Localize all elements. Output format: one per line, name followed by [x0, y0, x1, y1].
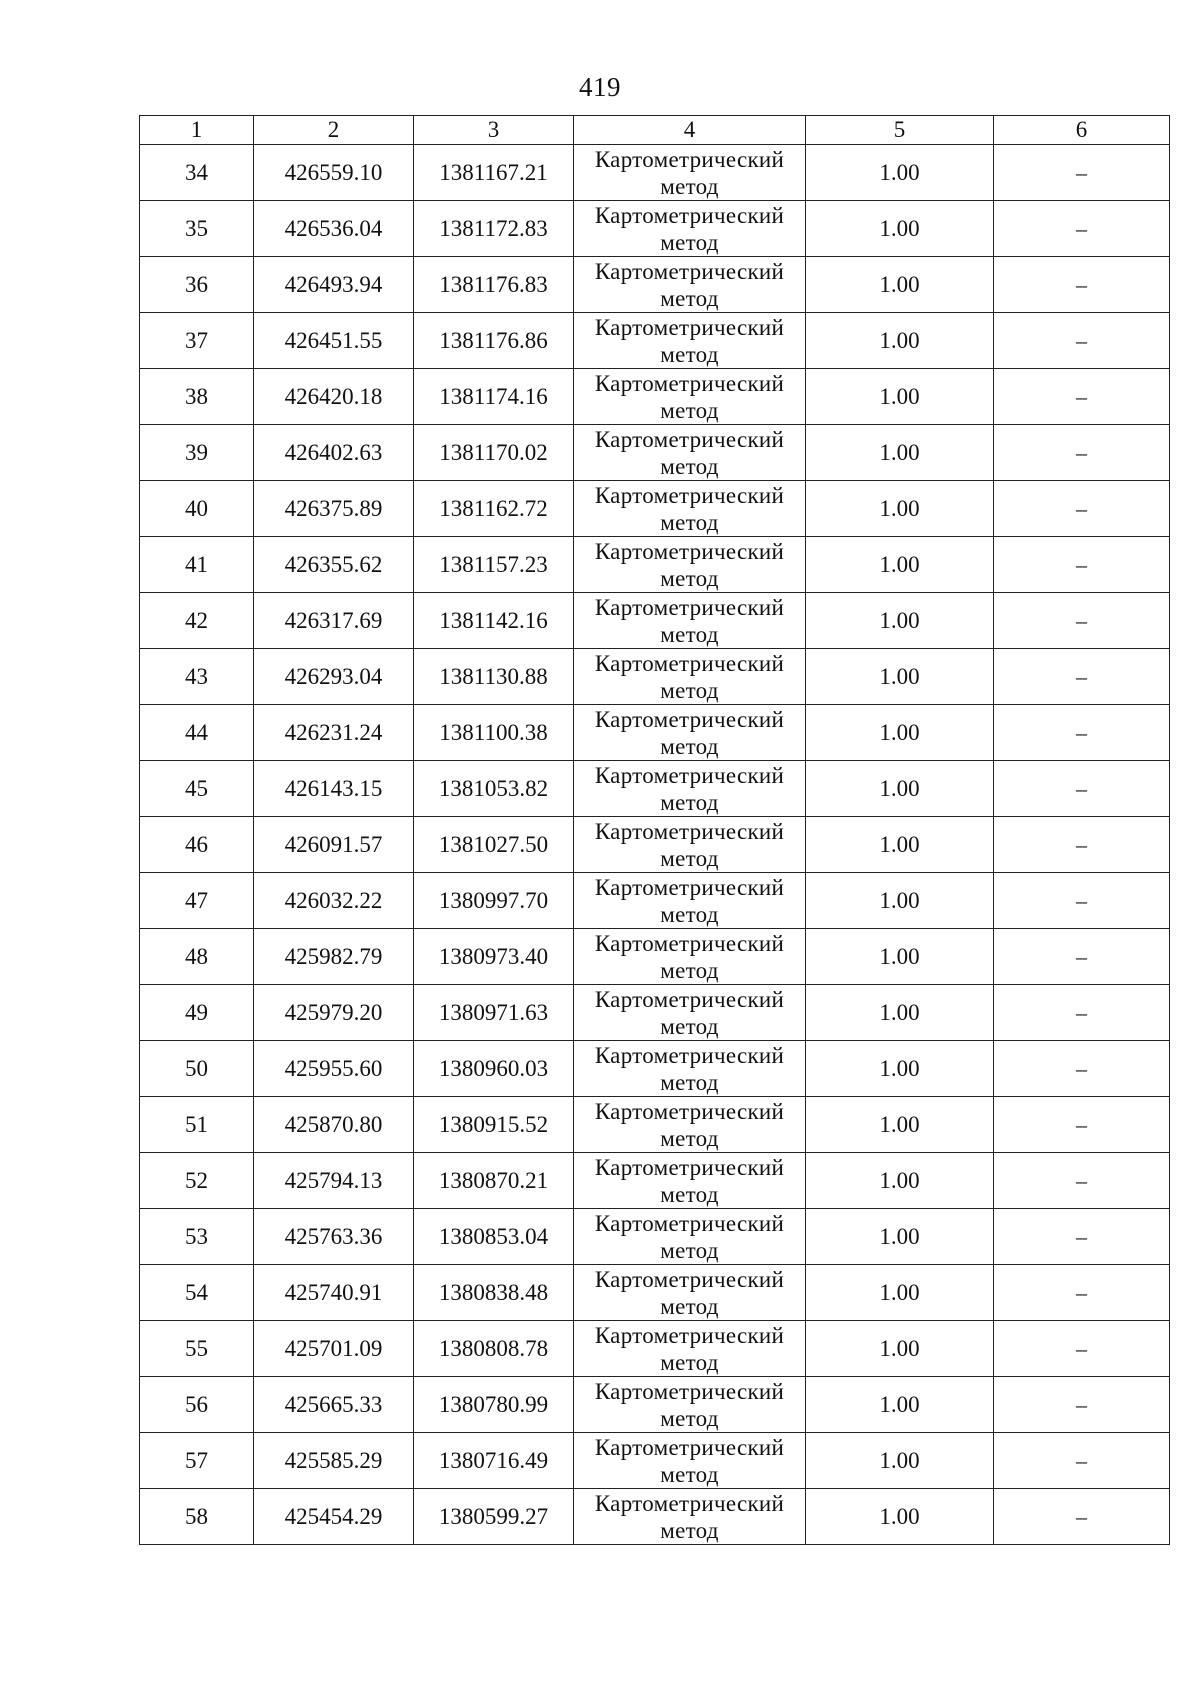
accuracy-cell: 1.00	[806, 1041, 994, 1097]
method-line-2: метод	[660, 1517, 719, 1543]
header-row	[140, 116, 1170, 145]
method-cell	[574, 705, 806, 761]
y-coordinate-cell: 1380716.49	[414, 1433, 574, 1489]
method-cell	[574, 649, 806, 705]
point-number-cell: 56	[140, 1377, 254, 1433]
y-coordinate-cell: 1381162.72	[414, 481, 574, 537]
y-coordinate-cell: 1380780.99	[414, 1377, 574, 1433]
accuracy-cell: 1.00	[806, 1433, 994, 1489]
method-line-1: Картометрический	[594, 314, 785, 340]
method-cell	[574, 369, 806, 425]
accuracy-cell: 1.00	[806, 761, 994, 817]
note-cell: –	[994, 1489, 1170, 1545]
column-header-2: 2	[254, 116, 414, 145]
method-cell	[574, 1153, 806, 1209]
x-coordinate-cell: 426451.55	[254, 313, 414, 369]
accuracy-cell: 1.00	[806, 1489, 994, 1545]
x-coordinate-cell: 426420.18	[254, 369, 414, 425]
method-cell	[574, 1377, 806, 1433]
table-row	[140, 817, 1170, 873]
x-coordinate-cell: 425740.91	[254, 1265, 414, 1321]
method-cell	[574, 593, 806, 649]
method-line-2: метод	[660, 453, 719, 479]
x-coordinate-cell: 426355.62	[254, 537, 414, 593]
y-coordinate-cell: 1381142.16	[414, 593, 574, 649]
note-cell: –	[994, 313, 1170, 369]
point-number-cell: 41	[140, 537, 254, 593]
note-cell: –	[994, 481, 1170, 537]
method-line-1: Картометрический	[594, 930, 785, 956]
table-row	[140, 1265, 1170, 1321]
note-cell: –	[994, 649, 1170, 705]
y-coordinate-cell: 1381176.83	[414, 257, 574, 313]
point-number-cell: 50	[140, 1041, 254, 1097]
table-header	[140, 116, 1170, 145]
method-cell	[574, 761, 806, 817]
y-coordinate-cell: 1380997.70	[414, 873, 574, 929]
point-number-cell: 57	[140, 1433, 254, 1489]
method-line-2: метод	[660, 845, 719, 871]
point-number-cell: 49	[140, 985, 254, 1041]
note-cell: –	[994, 1321, 1170, 1377]
note-cell: –	[994, 817, 1170, 873]
method-line-1: Картометрический	[594, 1434, 785, 1460]
accuracy-cell: 1.00	[806, 1265, 994, 1321]
table-row	[140, 649, 1170, 705]
method-line-2: метод	[660, 1349, 719, 1375]
point-number-cell: 44	[140, 705, 254, 761]
method-line-2: метод	[660, 565, 719, 591]
method-line-1: Картометрический	[594, 650, 785, 676]
x-coordinate-cell: 425794.13	[254, 1153, 414, 1209]
method-cell	[574, 1097, 806, 1153]
y-coordinate-cell: 1381157.23	[414, 537, 574, 593]
method-line-2: метод	[660, 285, 719, 311]
x-coordinate-cell: 425979.20	[254, 985, 414, 1041]
accuracy-cell: 1.00	[806, 1377, 994, 1433]
y-coordinate-cell: 1381167.21	[414, 145, 574, 201]
table-row	[140, 537, 1170, 593]
accuracy-cell: 1.00	[806, 1153, 994, 1209]
point-number-cell: 39	[140, 425, 254, 481]
accuracy-cell: 1.00	[806, 145, 994, 201]
method-cell	[574, 817, 806, 873]
method-cell	[574, 481, 806, 537]
method-line-2: метод	[660, 733, 719, 759]
x-coordinate-cell: 425454.29	[254, 1489, 414, 1545]
x-coordinate-cell: 426493.94	[254, 257, 414, 313]
method-cell	[574, 1489, 806, 1545]
method-line-1: Картометрический	[594, 1210, 785, 1236]
y-coordinate-cell: 1380973.40	[414, 929, 574, 985]
x-coordinate-cell: 425665.33	[254, 1377, 414, 1433]
method-line-1: Картометрический	[594, 1322, 785, 1348]
point-number-cell: 54	[140, 1265, 254, 1321]
y-coordinate-cell: 1380960.03	[414, 1041, 574, 1097]
method-cell	[574, 145, 806, 201]
x-coordinate-cell: 426559.10	[254, 145, 414, 201]
method-line-1: Картометрический	[594, 594, 785, 620]
point-number-cell: 40	[140, 481, 254, 537]
method-cell	[574, 1321, 806, 1377]
column-header-4: 4	[574, 116, 806, 145]
y-coordinate-cell: 1381100.38	[414, 705, 574, 761]
note-cell: –	[994, 257, 1170, 313]
table-row	[140, 929, 1170, 985]
y-coordinate-cell: 1381170.02	[414, 425, 574, 481]
page-number: 419	[579, 72, 621, 102]
table-body	[140, 145, 1170, 1545]
method-line-2: метод	[660, 1181, 719, 1207]
note-cell: –	[994, 537, 1170, 593]
point-number-cell: 38	[140, 369, 254, 425]
method-cell	[574, 1209, 806, 1265]
method-line-2: метод	[660, 1293, 719, 1319]
table-row	[140, 481, 1170, 537]
method-line-2: метод	[660, 1405, 719, 1431]
point-number-cell: 35	[140, 201, 254, 257]
method-cell	[574, 425, 806, 481]
column-header-5: 5	[806, 116, 994, 145]
y-coordinate-cell: 1381176.86	[414, 313, 574, 369]
y-coordinate-cell: 1380870.21	[414, 1153, 574, 1209]
table-row	[140, 761, 1170, 817]
note-cell: –	[994, 425, 1170, 481]
method-line-2: метод	[660, 1237, 719, 1263]
method-line-1: Картометрический	[594, 202, 785, 228]
method-cell	[574, 313, 806, 369]
point-number-cell: 37	[140, 313, 254, 369]
method-line-1: Картометрический	[594, 986, 785, 1012]
method-line-1: Картометрический	[594, 818, 785, 844]
method-line-1: Картометрический	[594, 538, 785, 564]
x-coordinate-cell: 425585.29	[254, 1433, 414, 1489]
table-row	[140, 1377, 1170, 1433]
column-header-1: 1	[140, 116, 254, 145]
accuracy-cell: 1.00	[806, 873, 994, 929]
method-line-2: метод	[660, 621, 719, 647]
x-coordinate-cell: 426317.69	[254, 593, 414, 649]
point-number-cell: 58	[140, 1489, 254, 1545]
accuracy-cell: 1.00	[806, 817, 994, 873]
note-cell: –	[994, 873, 1170, 929]
method-line-2: метод	[660, 957, 719, 983]
y-coordinate-cell: 1380971.63	[414, 985, 574, 1041]
accuracy-cell: 1.00	[806, 1321, 994, 1377]
table-row	[140, 873, 1170, 929]
y-coordinate-cell: 1380853.04	[414, 1209, 574, 1265]
method-line-1: Картометрический	[594, 706, 785, 732]
y-coordinate-cell: 1381172.83	[414, 201, 574, 257]
accuracy-cell: 1.00	[806, 257, 994, 313]
method-line-1: Картометрический	[594, 874, 785, 900]
accuracy-cell: 1.00	[806, 425, 994, 481]
y-coordinate-cell: 1381174.16	[414, 369, 574, 425]
accuracy-cell: 1.00	[806, 649, 994, 705]
y-coordinate-cell: 1380808.78	[414, 1321, 574, 1377]
x-coordinate-cell: 426293.04	[254, 649, 414, 705]
method-line-2: метод	[660, 229, 719, 255]
note-cell: –	[994, 929, 1170, 985]
method-line-2: метод	[660, 1461, 719, 1487]
method-line-2: метод	[660, 1013, 719, 1039]
table-row	[140, 425, 1170, 481]
x-coordinate-cell: 426402.63	[254, 425, 414, 481]
accuracy-cell: 1.00	[806, 201, 994, 257]
method-line-2: метод	[660, 1125, 719, 1151]
coordinates-table	[139, 115, 1170, 1545]
method-cell	[574, 1265, 806, 1321]
method-cell	[574, 257, 806, 313]
x-coordinate-cell: 426231.24	[254, 705, 414, 761]
method-line-2: метод	[660, 1069, 719, 1095]
method-cell	[574, 929, 806, 985]
point-number-cell: 42	[140, 593, 254, 649]
method-line-1: Картометрический	[594, 1154, 785, 1180]
table-row	[140, 705, 1170, 761]
note-cell: –	[994, 1265, 1170, 1321]
x-coordinate-cell: 426091.57	[254, 817, 414, 873]
accuracy-cell: 1.00	[806, 929, 994, 985]
y-coordinate-cell: 1380599.27	[414, 1489, 574, 1545]
method-cell	[574, 201, 806, 257]
method-line-1: Картометрический	[594, 258, 785, 284]
point-number-cell: 48	[140, 929, 254, 985]
table-row	[140, 1321, 1170, 1377]
table-row	[140, 369, 1170, 425]
method-line-1: Картометрический	[594, 1266, 785, 1292]
table-row	[140, 313, 1170, 369]
x-coordinate-cell: 426375.89	[254, 481, 414, 537]
y-coordinate-cell: 1381053.82	[414, 761, 574, 817]
accuracy-cell: 1.00	[806, 593, 994, 649]
method-line-2: метод	[660, 677, 719, 703]
x-coordinate-cell: 426536.04	[254, 201, 414, 257]
note-cell: –	[994, 1041, 1170, 1097]
note-cell: –	[994, 1433, 1170, 1489]
x-coordinate-cell: 426143.15	[254, 761, 414, 817]
method-line-1: Картометрический	[594, 1042, 785, 1068]
x-coordinate-cell: 425870.80	[254, 1097, 414, 1153]
accuracy-cell: 1.00	[806, 369, 994, 425]
point-number-cell: 55	[140, 1321, 254, 1377]
column-header-3: 3	[414, 116, 574, 145]
note-cell: –	[994, 761, 1170, 817]
point-number-cell: 47	[140, 873, 254, 929]
accuracy-cell: 1.00	[806, 537, 994, 593]
method-line-2: метод	[660, 341, 719, 367]
point-number-cell: 52	[140, 1153, 254, 1209]
x-coordinate-cell: 425982.79	[254, 929, 414, 985]
y-coordinate-cell: 1381130.88	[414, 649, 574, 705]
note-cell: –	[994, 145, 1170, 201]
x-coordinate-cell: 425955.60	[254, 1041, 414, 1097]
table-row	[140, 1209, 1170, 1265]
table-row	[140, 145, 1170, 201]
method-cell	[574, 873, 806, 929]
table-row	[140, 1153, 1170, 1209]
point-number-cell: 53	[140, 1209, 254, 1265]
note-cell: –	[994, 1153, 1170, 1209]
note-cell: –	[994, 1209, 1170, 1265]
note-cell: –	[994, 985, 1170, 1041]
table-row	[140, 1097, 1170, 1153]
accuracy-cell: 1.00	[806, 985, 994, 1041]
table-row	[140, 1489, 1170, 1545]
method-line-1: Картометрический	[594, 1098, 785, 1124]
note-cell: –	[994, 1097, 1170, 1153]
accuracy-cell: 1.00	[806, 1209, 994, 1265]
y-coordinate-cell: 1380915.52	[414, 1097, 574, 1153]
accuracy-cell: 1.00	[806, 705, 994, 761]
note-cell: –	[994, 201, 1170, 257]
note-cell: –	[994, 1377, 1170, 1433]
method-line-2: метод	[660, 173, 719, 199]
point-number-cell: 36	[140, 257, 254, 313]
method-line-1: Картометрический	[594, 762, 785, 788]
y-coordinate-cell: 1380838.48	[414, 1265, 574, 1321]
method-line-1: Картометрический	[594, 1490, 785, 1516]
table-row	[140, 1041, 1170, 1097]
accuracy-cell: 1.00	[806, 313, 994, 369]
method-line-2: метод	[660, 901, 719, 927]
point-number-cell: 45	[140, 761, 254, 817]
x-coordinate-cell: 425701.09	[254, 1321, 414, 1377]
method-line-1: Картометрический	[594, 370, 785, 396]
table-row	[140, 1433, 1170, 1489]
x-coordinate-cell: 425763.36	[254, 1209, 414, 1265]
method-cell	[574, 537, 806, 593]
table-row	[140, 257, 1170, 313]
method-line-2: метод	[660, 397, 719, 423]
method-cell	[574, 1041, 806, 1097]
x-coordinate-cell: 426032.22	[254, 873, 414, 929]
method-cell	[574, 985, 806, 1041]
y-coordinate-cell: 1381027.50	[414, 817, 574, 873]
note-cell: –	[994, 593, 1170, 649]
method-line-2: метод	[660, 789, 719, 815]
method-line-1: Картометрический	[594, 1378, 785, 1404]
method-cell	[574, 1433, 806, 1489]
note-cell: –	[994, 705, 1170, 761]
accuracy-cell: 1.00	[806, 481, 994, 537]
table-row	[140, 593, 1170, 649]
method-line-1: Картометрический	[594, 482, 785, 508]
table-row	[140, 201, 1170, 257]
column-header-6: 6	[994, 116, 1170, 145]
point-number-cell: 43	[140, 649, 254, 705]
table-row	[140, 985, 1170, 1041]
method-line-1: Картометрический	[594, 146, 785, 172]
point-number-cell: 51	[140, 1097, 254, 1153]
method-line-2: метод	[660, 509, 719, 535]
point-number-cell: 46	[140, 817, 254, 873]
point-number-cell: 34	[140, 145, 254, 201]
method-line-1: Картометрический	[594, 426, 785, 452]
accuracy-cell: 1.00	[806, 1097, 994, 1153]
note-cell: –	[994, 369, 1170, 425]
